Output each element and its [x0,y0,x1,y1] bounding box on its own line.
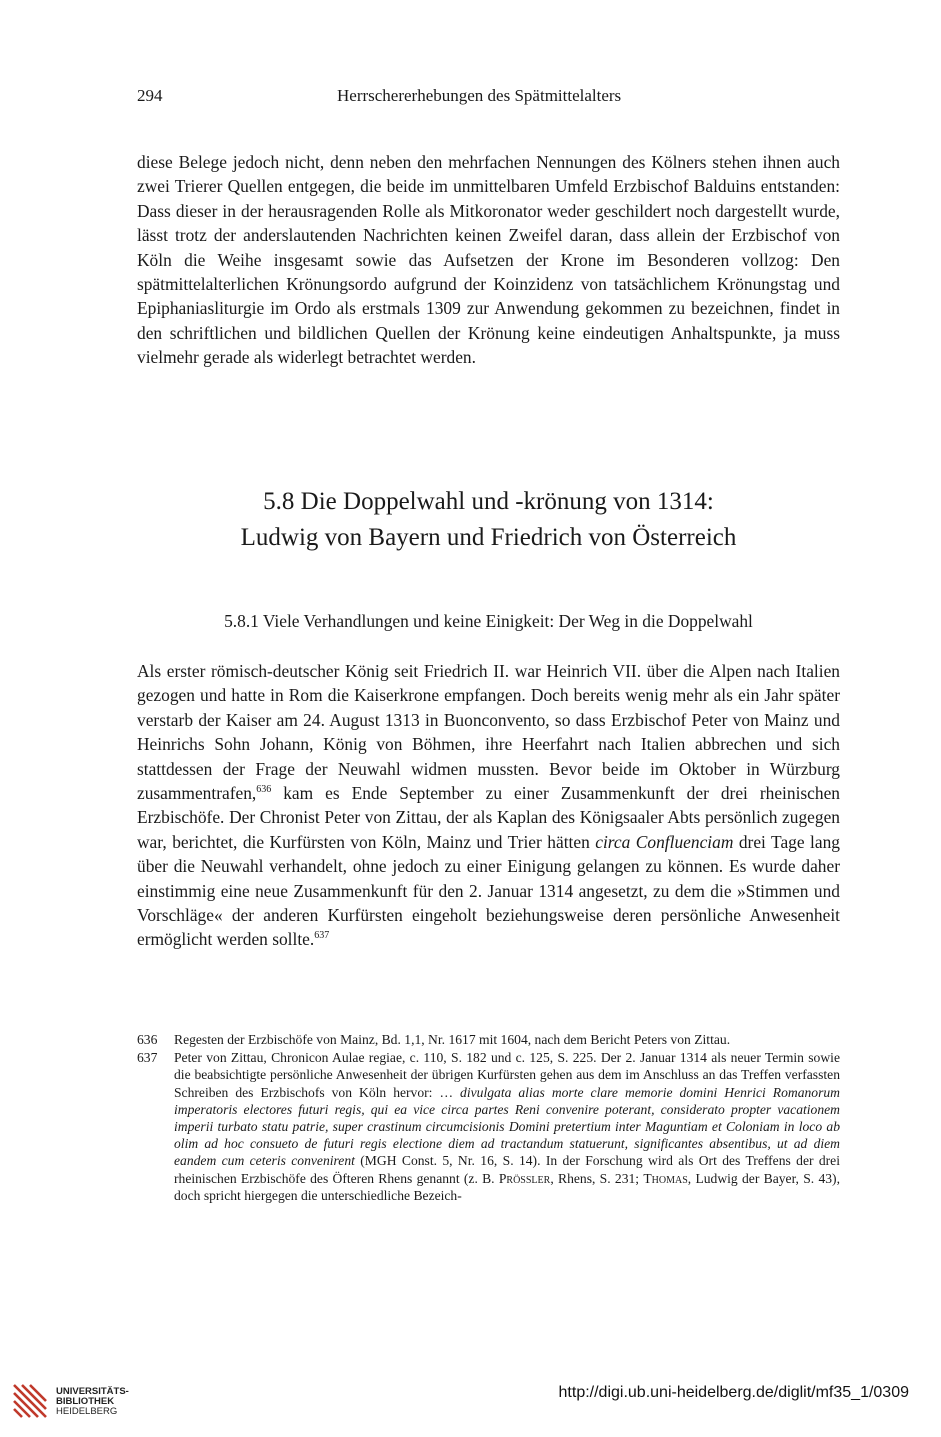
section-heading-line-1: 5.8 Die Doppelwahl und -krönung von 1314: [263,488,714,515]
paragraph-text: kam es Ende September zu einer Zusammenkunft der drei rheinischen Erzbischöfe. Der Chronist Peter von Zittau, der als Kaplan des Königsaaler Abts persönlich zugegen war, berichtet, die Kurfürsten von Köln, Mainz und Trier hätten [137,783,840,852]
footnote-text: Peter von Zittau, Chronicon Aulae regiae, c. 110, S. 182 und c. 125, S. 225. Der 2. Januar 1314 als neuer Termin sowie die beabsichtigte persönliche Anwesenheit der übrigen Kurfürsten gehen aus dem im Anschluss an das Treffen verfassten Schreiben des Erzbischofs von Köln hervor: … [174,1050,840,1100]
footnote-number: 637 [137,1050,158,1066]
footnote-ref-636[interactable]: 636 [256,784,272,796]
section-heading-line-2: Ludwig von Bayern und Friedrich von Österreich [240,524,737,551]
section-heading [137,484,840,556]
body-paragraph-2 [137,659,840,952]
library-name [56,1387,129,1417]
footnotes [137,1031,840,1205]
latin-quote: divulgata alias morte clare memorie domini Henrici Romanorum imperatoris electores futuri regis, qui ea vice circa partes Reni convenire poterant, considerato propter vacationem imperii turbato statu patrie, super crastinum circumcisionis Domini pretertium inter Maguntiam et Coloniam in loco ab olim ad hoc consueto de futuri regis electione diem ad tractandum statuerunt, significantes absentibus, ut ad diem eandem cum ceteris convenirent [174,1084,840,1169]
footnote-text: Regesten der Erzbischöfe von Mainz, Bd. 1,1, Nr. 1617 mit 1604, nach dem Bericht Peters von Zittau. [174,1032,731,1047]
library-name-line-2: BIBLIOTHEK [56,1396,115,1407]
library-name-line-3: HEIDELBERG [56,1406,118,1417]
footnote-text: (MGH Const. 5, Nr. 16, S. 14). In der Forschung wird als Ort des Treffens der drei rheinischen Erzbischöfe des Öfteren Rhens genannt (z. B. [174,1153,840,1186]
footnote-number: 636 [137,1032,158,1047]
footnote-637 [137,1049,840,1204]
page-number: 294 [137,86,163,105]
footnote-text: , Rhens, S. 231; [550,1170,644,1186]
footnote-text: , Ludwig der Bayer, S. 43), doch spricht hiergegen die unterschiedliche Bezeich- [174,1170,840,1203]
library-name-line-1: UNIVERSITÄTS- [56,1386,129,1397]
paragraph-text: drei Tage lang über die Neuwahl verhandelt, ohne jedoch zu einer Einigung gelangen zu können. Es wurde daher einstimmig eine neue Zusammenkunft für den 2. Januar 1314 angesetzt, zu dem die »Stimmen und Vorschläge« der anderen Kurfürsten eingeholt beziehungsweise deren persönliche Anwesenheit ermöglicht werden sollte. [137,831,840,950]
author-name: Prössler [498,1170,551,1186]
footnote-ref-637[interactable]: 637 [314,930,330,942]
page-header [137,86,841,110]
running-head: Herrschererhebungen des Spätmittelalters [337,86,622,105]
latin-phrase: circa Confluenciam [595,831,734,852]
body-paragraph-1: diese Belege jedoch nicht, denn neben den mehrfachen Nennungen des Kölners stehen ihnen auch zwei Trierer Quellen entgegen, die beide im unmittelbaren Umfeld Erzbischof Balduins entstanden: Dass dieser in der herausragenden Rolle als Mitkoronator weder geschildert noch dargestellt wurde, lässt trotz der anderslautenden Nachrichten keinen Zweifel daran, dass allein der Erzbischof von Köln die Weihe insgesamt sowie das Aufsetzen der Krone im Besonderen vollzog: Den spätmittelalterlichen Krönungsordo aufgrund der Koinzidenz von tatsächlichem Krönungstag und Epiphaniasliturgie im Ordo als erstmals 1309 zur Anwendung gekommen zu bezeichnen, findet in den schriftlichen und bildlichen Quellen der Krönung keine eindeutigen Anhaltspunkte, ja muss vielmehr gerade als widerlegt betrachtet werden. [137,152,840,368]
source-url-link[interactable]: http://digi.ub.uni-heidelberg.de/diglit/mf35_1/0309 [558,1384,909,1401]
footnote-636 [137,1031,840,1048]
paragraph-text: Als erster römisch-deutscher König seit Friedrich II. war Heinrich VII. über die Alpen nach Italien gezogen und hatte in Rom die Kaiserkrone empfangen. Doch bereits wenig mehr als ein Jahr später verstarb der Kaiser am 24. August 1313 in Buonconvento, so dass Erzbischof Peter von Mainz und Heinrichs Sohn Johann, König von Böhmen, ihre Heerfahrt nach Italien abbrechen und sich stattdessen der Frage der Neuwahl widmen mussten. Bevor beide im Oktober in Würzburg zusammentrafen, [137,661,840,804]
library-emblem-icon [10,1381,50,1421]
author-name: Thomas [643,1170,688,1186]
library-logo[interactable] [10,1381,170,1425]
subsection-heading: 5.8.1 Viele Verhandlungen und keine Einigkeit: Der Weg in die Doppelwahl [224,611,753,631]
